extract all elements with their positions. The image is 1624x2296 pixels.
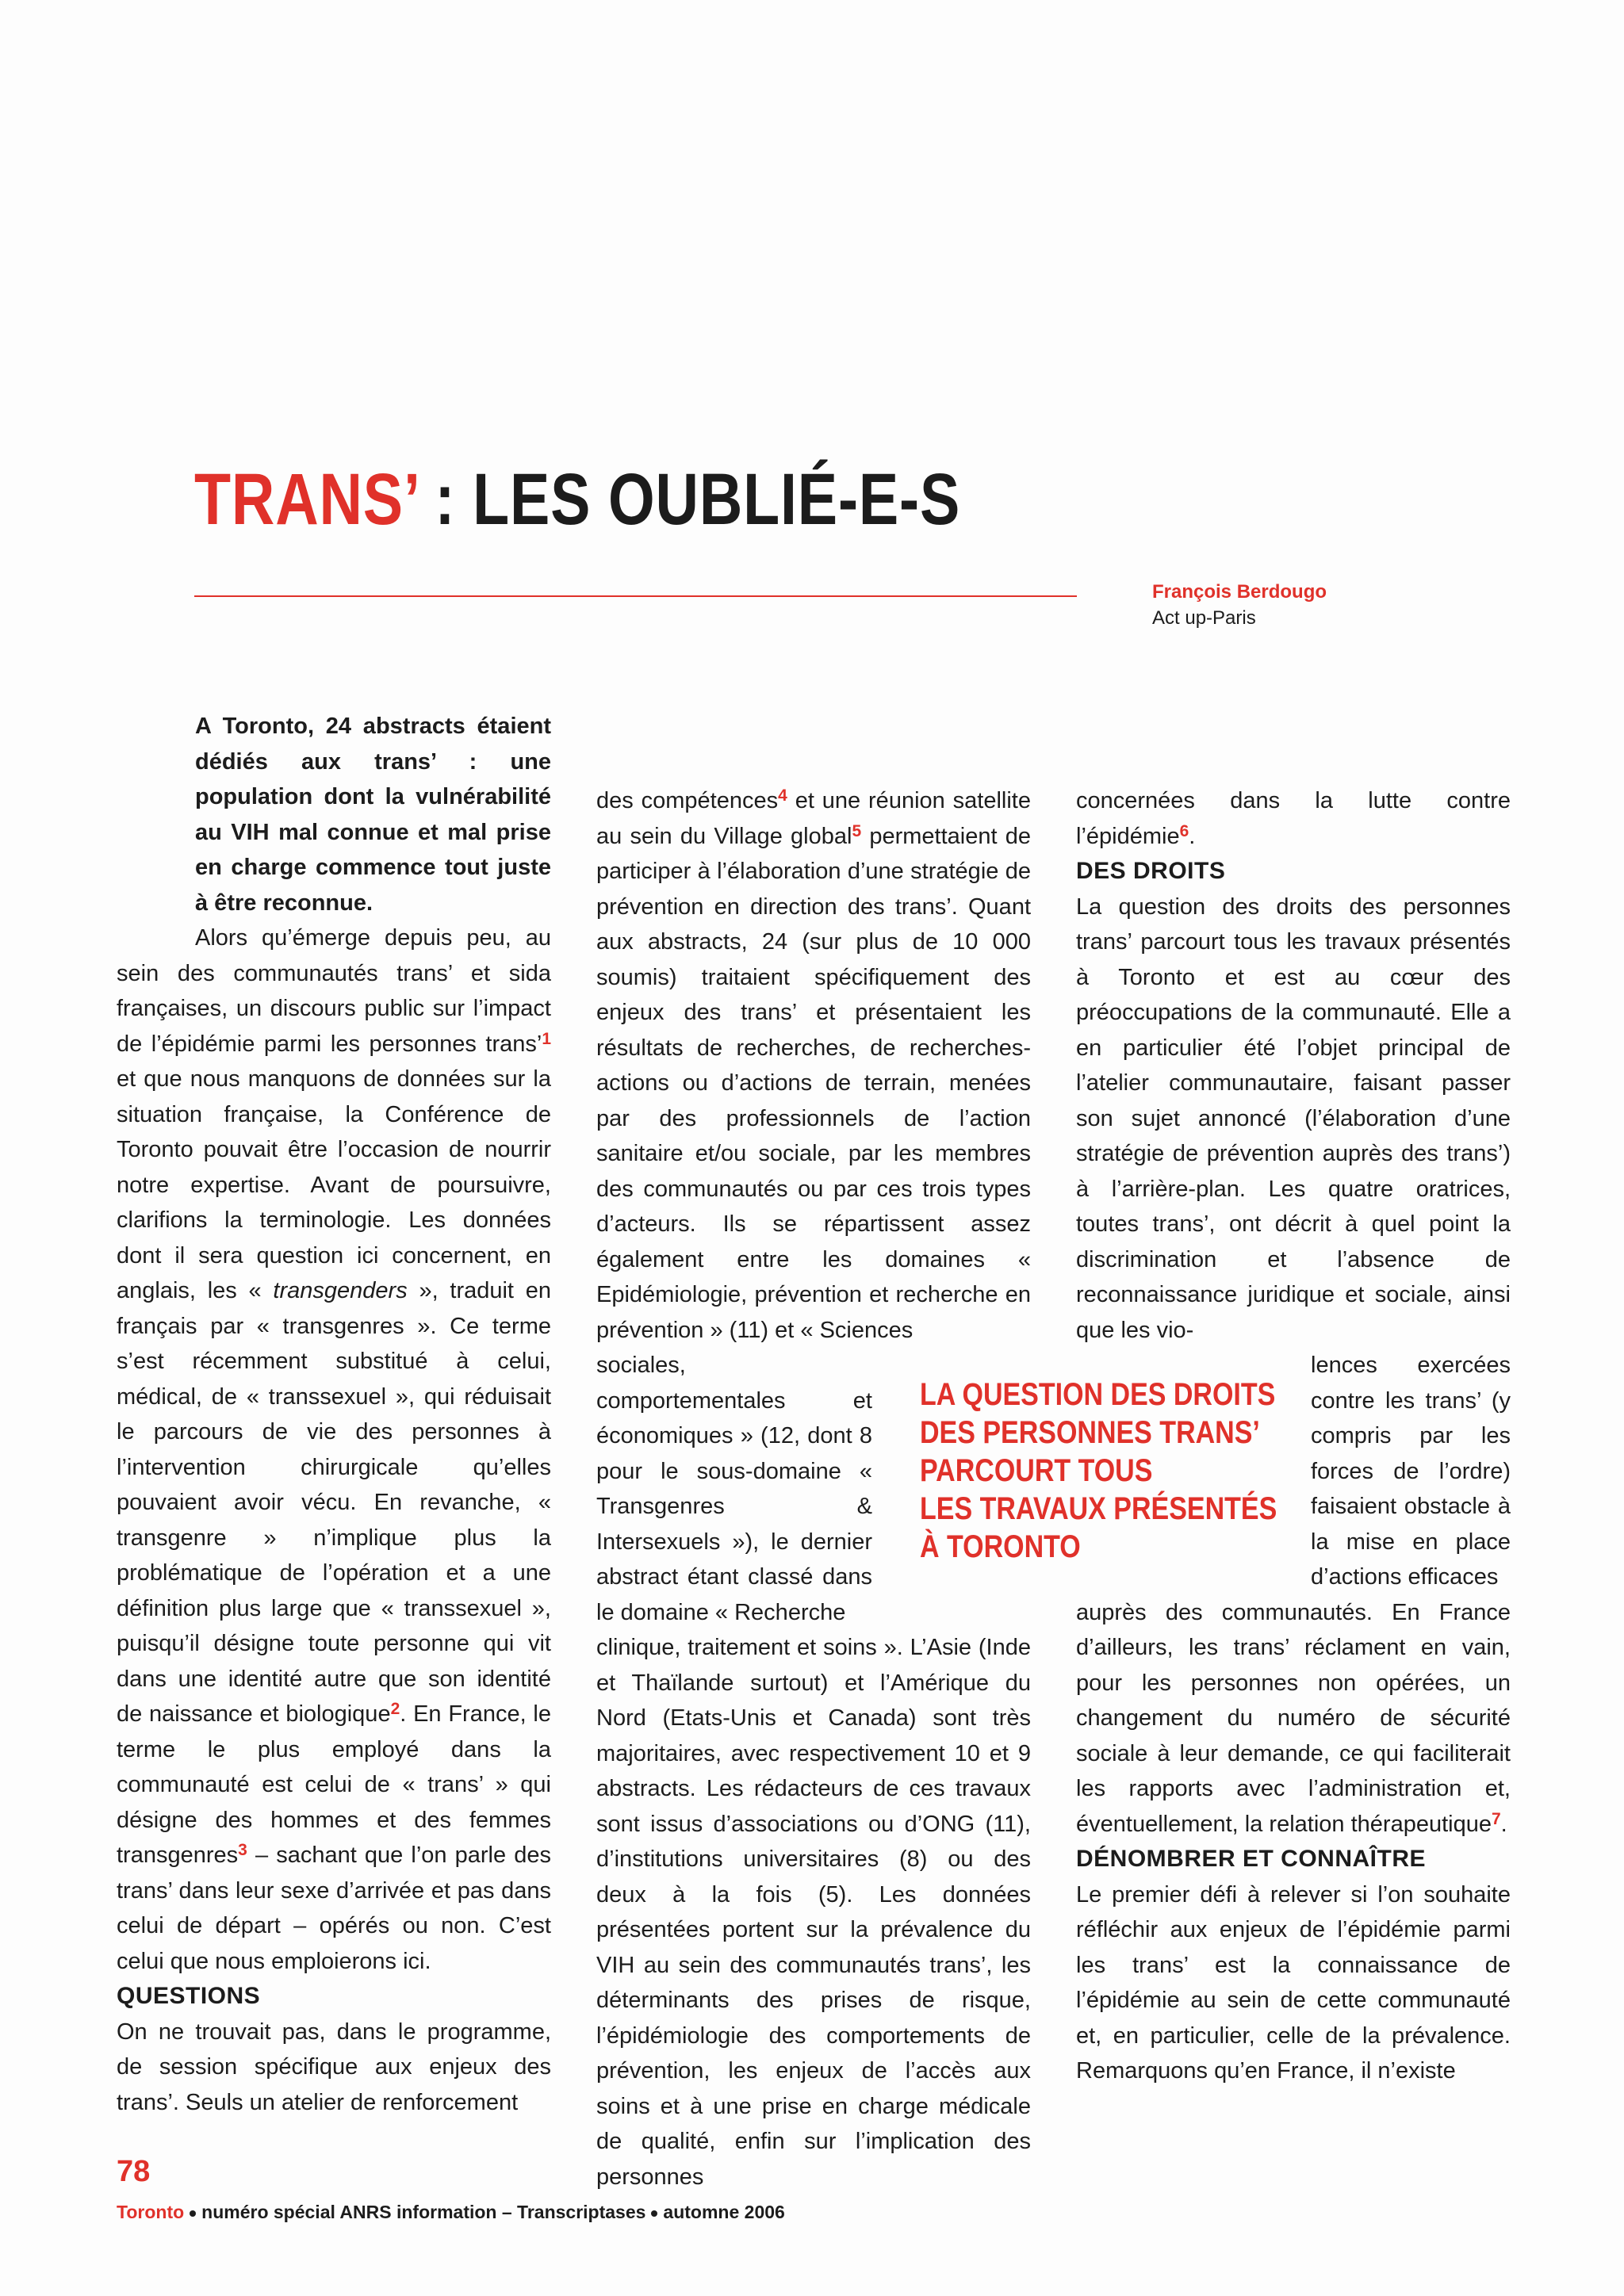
title-highlight: TRANS’ <box>194 459 418 540</box>
pull-quote-line: LA QUESTION DES DROITS <box>920 1377 1276 1412</box>
footnote-ref[interactable]: 7 <box>1491 1809 1501 1828</box>
section-heading-denombrer: DÉNOMBRER ET CONNAÎTRE <box>1076 1846 1427 1872</box>
pull-quote-line: LES TRAVAUX PRÉSENTÉS <box>920 1491 1277 1526</box>
footnote-ref[interactable]: 2 <box>390 1700 400 1718</box>
pull-quote-line: PARCOURT TOUS <box>920 1453 1153 1488</box>
footnote-ref[interactable]: 5 <box>852 821 862 840</box>
pull-quote-line: À TORONTO <box>920 1529 1081 1564</box>
body-paragraph: des compétences$^4$ et une réunion satellite au sein du Village global$^5$ permettaient de participer à l’élaboration d’une stratégie de prévention en direction des trans’. Quant aux abstracts, 24 (sur plus de 10 000 soumis) traitaient spécifiquement des enjeux des trans’ et présentaient les résultats de recherches, de recherches-actions ou d’actions de terrain, menées par des professionnels de l’action sanitaire et/ou sociale, par les membres des communautés ou par ces trois types d’acteurs. Ils se répartissent assez également entre les domaines « Epidémiologie, prévention et recherche en prévention » (11) et « Sciences <box>596 786 1031 1343</box>
bullet-icon <box>651 2210 657 2217</box>
title-rule <box>194 595 1077 597</box>
running-footer <box>117 2202 785 2223</box>
lede-paragraph: A Toronto, 24 abstracts étaient dédiés aux trans’ : une population dont la vulnérabilité au VIH mal connue et mal prise en charge commence tout juste à être reconnue. <box>195 714 551 916</box>
footer-issue: numéro spécial ANRS information – Transcriptases <box>201 2202 646 2222</box>
section-heading-questions: QUESTIONS <box>117 1983 261 2009</box>
section-heading-droits: DES DROITS <box>1076 858 1226 884</box>
body-paragraph: auprès des communautés. En France d’ailleurs, les trans’ réclament en vain, pour les personnes non opérées, un changement du numéro de sécurité sociale à leur demande, ce qui faciliterait les rapports avec l’administration et, éventuellement, la relation thérapeutique$^7$. <box>1076 1599 1511 1837</box>
bullet-icon <box>190 2210 196 2217</box>
body-paragraph: concernées dans la lutte contre l’épidémie$^6$. <box>1076 788 1511 849</box>
byline <box>1152 579 1327 631</box>
article-title <box>194 452 960 547</box>
body-paragraph: Le premier défi à relever si l’on souhaite réfléchir aux enjeux de l’épidémie parmi les trans’ est la connaissance de l’épidémie au sein de cette communauté et, en particulier, celle de la prévalence. Remarquons qu’en France, il n’existe <box>1076 1881 1511 2084</box>
pull-quote-line: DES PERSONNES TRANS’ <box>920 1415 1260 1450</box>
pull-quote <box>920 1376 1277 1566</box>
body-paragraph-wrapped: lences exercées contre les trans’ (y compris par les forces de l’ordre) faisaient obstacle à la mise en place d’actions efficaces <box>1311 1353 1511 1590</box>
body-paragraph: La question des droits des personnes trans’ parcourt tous les travaux présentés à Toronto et est au cœur des préoccupations de la communauté. Elle a en particulier été l’objet principal de l’atelier communautaire, faisant passer son sujet annoncé (l’élaboration d’une stratégie de prévention auprès des trans’) à l’arrière-plan. Les quatre oratrices, toutes trans’, ont décrit à quel point la discrimination et l’absence de reconnaissance juridique et sociale, ainsi que les vio- <box>1076 894 1511 1343</box>
footer-publication: Toronto <box>117 2202 185 2222</box>
footnote-ref[interactable]: 1 <box>542 1029 551 1048</box>
footer-season: automne 2006 <box>663 2202 785 2222</box>
column-1 <box>117 709 551 2120</box>
author-organization: Act up-Paris <box>1152 607 1256 629</box>
body-paragraph: Alors qu’émerge depuis peu, au sein des communautés trans’ et sida françaises, un discours public sur l’impact de l’épidémie parmi les personnes trans’$^1$ et que nous manquons de données sur la situation française, la Conférence de Toronto pouvait être l’occasion de nourrir notre expertise. Avant de poursuivre, clarifions la terminologie. Les données dont il sera question ici concernent, en anglais, les « transgenders », traduit en français par « transgenres ». Ce terme s’est récemment substitué à celui, médical, de « transsexuel », qui réduisait le parcours de vie des personnes à l’intervention chirurgicale qu’elles pouvaient avoir vécu. En revanche, « transgenre » n’implique plus la problématique de l’opération et a une définition plus large que « transsexuel », puisqu’il désigne toute personne qui vit dans une identité autre que son identité de naissance et biologique$^2$. En France, le terme le plus employé dans la communauté est celui de « trans’ » qui désigne des hommes et des femmes transgenres$^3$ – sachant que l’on parle des trans’ dans leur sexe d’arrivée et pas dans celui de départ – opérés ou non. C’est celui que nous emploierons ici. <box>117 925 552 1974</box>
footnote-ref[interactable]: 6 <box>1179 821 1189 840</box>
body-paragraph-wrapped: sociales, comportementales et économiques » (12, dont 8 pour le sous-domaine « Transgenres & Intersexuels »), le dernier abstract étant classé dans le domaine « Recherche <box>596 1353 872 1625</box>
footnote-ref[interactable]: 4 <box>778 786 787 805</box>
author-name: François Berdougo <box>1152 581 1327 603</box>
title-rest: : LES OUBLIÉ-E-S <box>417 459 961 540</box>
footnote-ref[interactable]: 3 <box>238 1841 247 1859</box>
body-paragraph: clinique, traitement et soins ». L’Asie (Inde et Thaïlande surtout) et l’Amérique du Nord (Etats-Unis et Canada) sont très majoritaires, avec respectivement 10 et 9 abstracts. Les rédacteurs de ces travaux sont issus d’associations ou d’ONG (11), d’institutions universitaires (8) ou des deux à la fois (5). Les données présentées portent sur la prévalence du VIH au sein des communautés trans’, les déterminants des prises de risque, l’épidémiologie des comportements de prévention, les enjeux de l’accès aux soins et à une prise en charge médicale de qualité, enfin sur l’implication des personnes <box>596 1635 1031 2190</box>
page-number: 78 <box>117 2155 151 2188</box>
body-paragraph: On ne trouvait pas, dans le programme, de session spécifique aux enjeux des trans’. Seuls un atelier de renforcement <box>117 2019 551 2115</box>
